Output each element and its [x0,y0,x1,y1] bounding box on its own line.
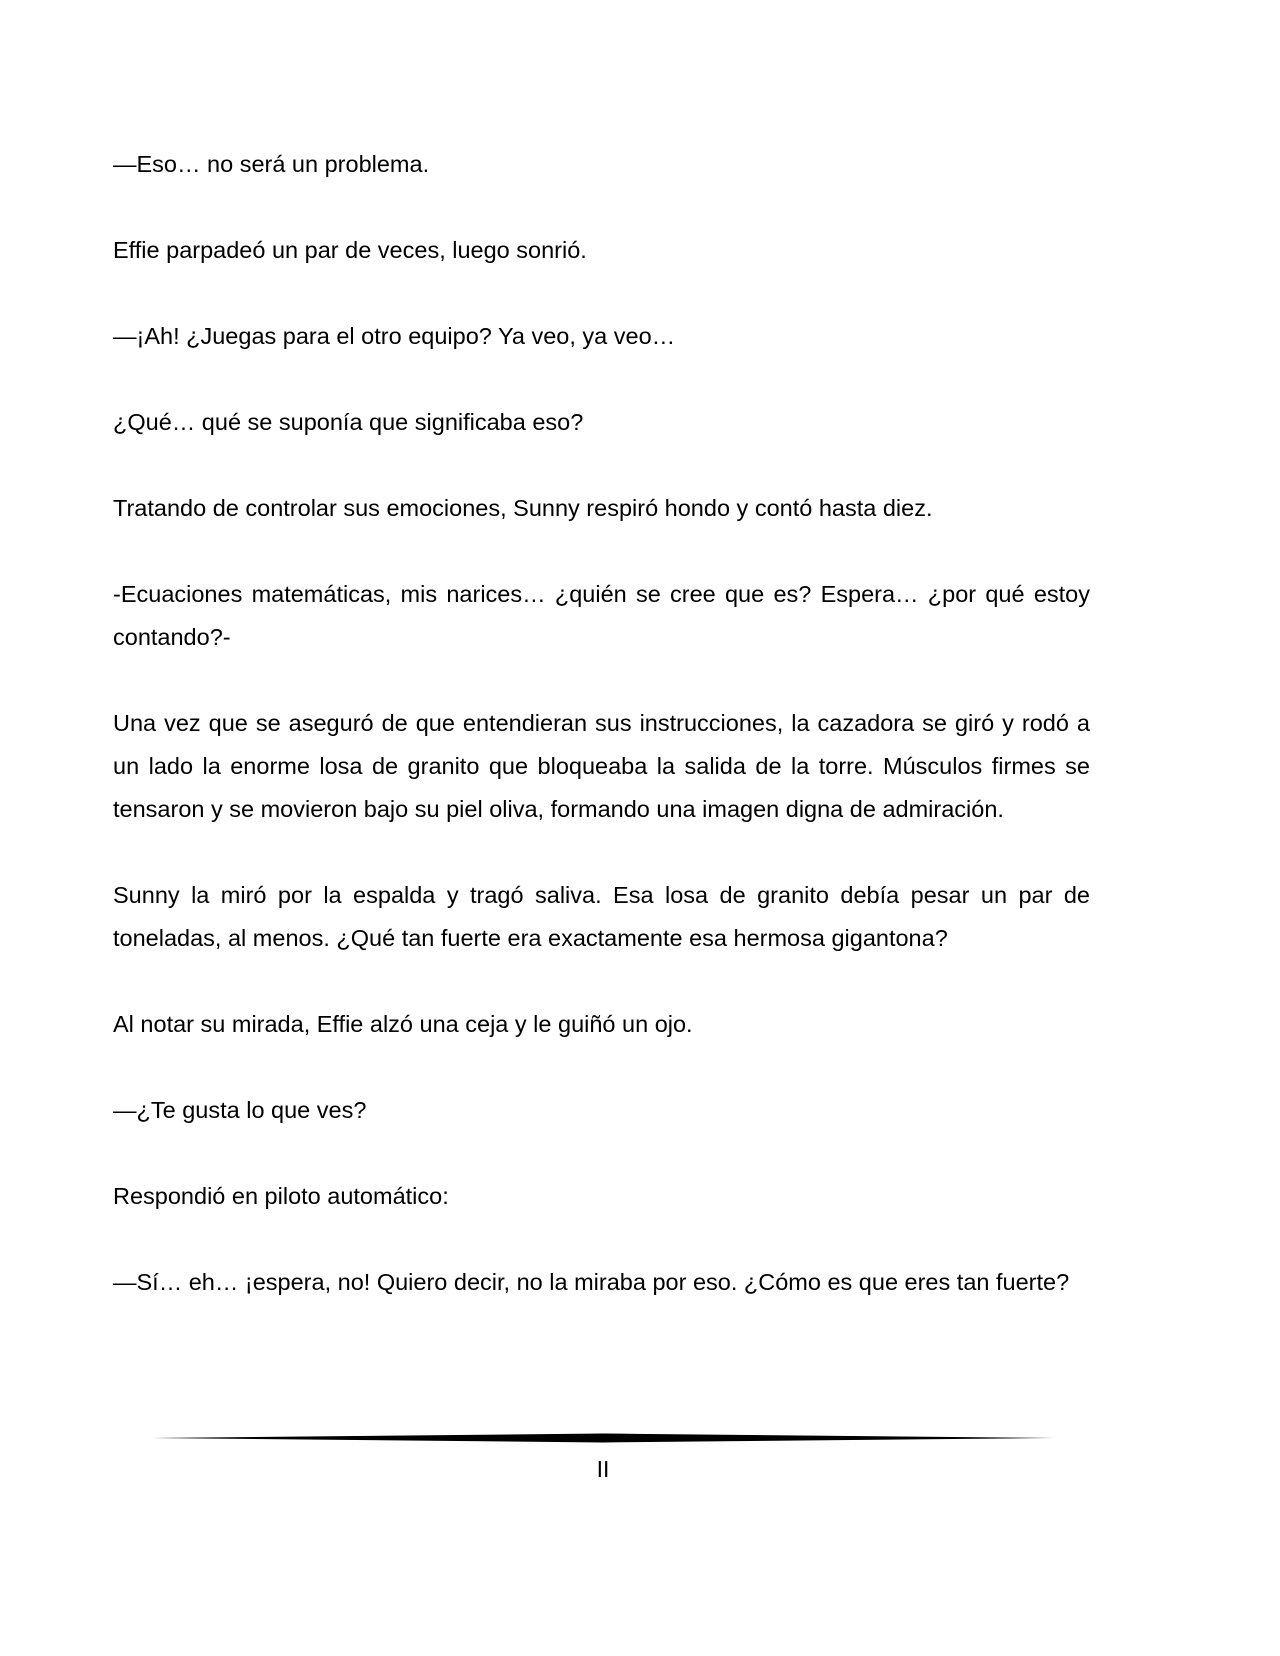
paragraph-6: -Ecuaciones matemáticas, mis narices… ¿quién se cree que es? Espera… ¿por qué estoy contando?- [113,581,1090,650]
paragraph-1: —Eso… no será un problema. [113,151,430,177]
paragraph-8: Sunny la miró por la espalda y tragó saliva. Esa losa de granito debía pesar un par de toneladas, al menos. ¿Qué tan fuerte era exactamente esa hermosa gigantona? [113,882,1090,951]
footer-divider-shape [152,1434,1054,1443]
paragraph-12: —Sí… eh… ¡espera, no! Quiero decir, no la miraba por eso. ¿Cómo es que eres tan fuerte? [113,1269,1070,1295]
paragraph-2: Effie parpadeó un par de veces, luego sonrió. [113,237,587,263]
footer-divider [152,1432,1054,1444]
page-number: II [596,1456,610,1482]
paragraph-7: Una vez que se aseguró de que entendieran sus instrucciones, la cazadora se giró y rodó a un lado la enorme losa de granito que bloqueaba la salida de la torre. Músculos firmes se tensaron y se movieron bajo su piel oliva, formando una imagen digna de admiración. [113,710,1090,822]
paragraph-3: —¡Ah! ¿Juegas para el otro equipo? Ya veo, ya veo… [113,323,676,349]
paragraph-5: Tratando de controlar sus emociones, Sunny respiró hondo y contó hasta diez. [113,495,933,521]
paragraph-11: Respondió en piloto automático: [113,1183,449,1209]
page-body [113,143,1090,1347]
paragraph-10: —¿Te gusta lo que ves? [113,1097,367,1123]
paragraph-4: ¿Qué… qué se suponía que significaba eso? [113,409,584,435]
paragraph-9: Al notar su mirada, Effie alzó una ceja y le guiñó un ojo. [113,1011,693,1037]
